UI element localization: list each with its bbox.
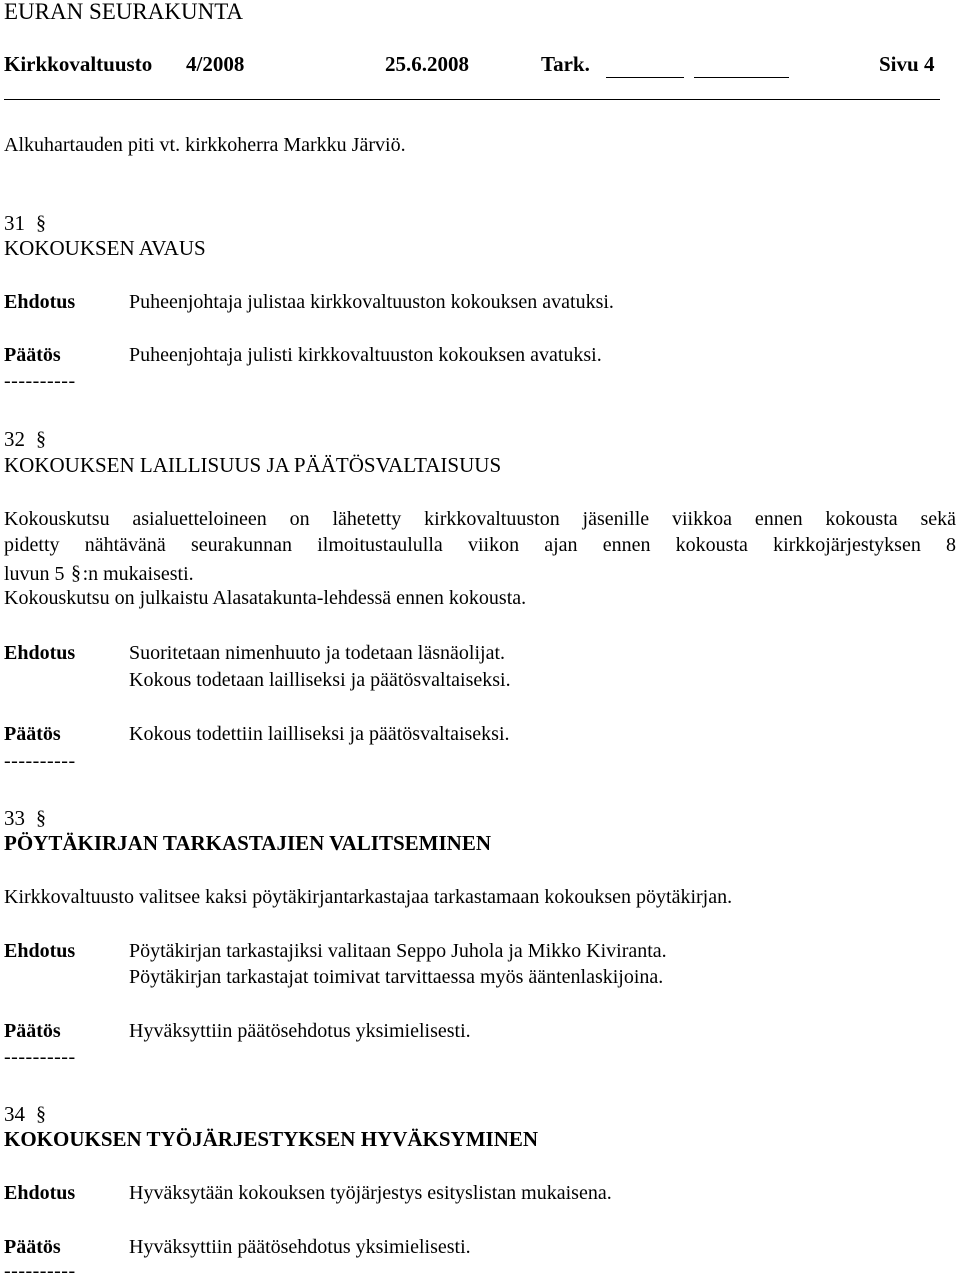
section-33-number bbox=[4, 805, 47, 831]
section-sign-icon bbox=[35, 1101, 47, 1125]
section-32-number bbox=[4, 426, 47, 452]
section-33-decision: Hyväksyttiin päätösehdotus yksimielisesti. bbox=[129, 1020, 471, 1042]
section-32-separator: ---------- bbox=[4, 750, 76, 772]
section-32-title: KOKOUKSEN LAILLISUUS JA PÄÄTÖSVALTAISUUS bbox=[4, 453, 502, 477]
section-sign-icon bbox=[70, 560, 82, 584]
header-rule bbox=[4, 99, 940, 100]
body-text: luvun 5 bbox=[4, 563, 65, 585]
section-32-proposal-line-1: Suoritetaan nimenhuuto ja todetaan läsnäolijat. bbox=[129, 642, 506, 664]
section-33-proposal-label: Ehdotus bbox=[4, 940, 76, 962]
section-number: 34 bbox=[4, 1102, 25, 1126]
section-34-separator: ---------- bbox=[4, 1260, 76, 1282]
svg-text:§: § bbox=[36, 1103, 46, 1125]
section-32-body-line-3 bbox=[4, 560, 194, 586]
section-31-number bbox=[4, 210, 47, 236]
tark-label: Tark. bbox=[541, 52, 590, 76]
section-34-proposal-label: Ehdotus bbox=[4, 1182, 76, 1204]
section-31-decision: Puheenjohtaja julisti kirkkovaltuuston kokouksen avatuksi. bbox=[129, 344, 602, 366]
section-32-decision-label: Päätös bbox=[4, 723, 61, 745]
section-34-title: KOKOUKSEN TYÖJÄRJESTYKSEN HYVÄKSYMINEN bbox=[4, 1127, 539, 1151]
tark-blank-2 bbox=[694, 77, 789, 78]
section-34-proposal: Hyväksytään kokouksen työjärjestys esityslistan mukaisena. bbox=[129, 1182, 612, 1204]
page-number: Sivu 4 bbox=[879, 52, 935, 76]
section-34-decision: Hyväksyttiin päätösehdotus yksimielisesti. bbox=[129, 1236, 471, 1258]
section-31-separator: ---------- bbox=[4, 370, 76, 392]
section-sign-icon bbox=[35, 805, 47, 829]
svg-text:§: § bbox=[36, 212, 46, 234]
section-32-proposal-line-2: Kokous todetaan lailliseksi ja päätösvaltaiseksi. bbox=[129, 669, 511, 691]
section-number: 33 bbox=[4, 806, 25, 830]
section-31-proposal: Puheenjohtaja julistaa kirkkovaltuuston kokouksen avatuksi. bbox=[129, 291, 614, 313]
section-32-body-line-1: Kokouskutsu asialuetteloineen on lähetetty kirkkovaltuuston jäsenille viikkoa ennen kokousta sekä bbox=[4, 508, 956, 530]
section-number: 31 bbox=[4, 211, 25, 235]
section-31-decision-label: Päätös bbox=[4, 344, 61, 366]
section-34-number bbox=[4, 1101, 47, 1127]
section-33-title: PÖYTÄKIRJAN TARKASTAJIEN VALITSEMINEN bbox=[4, 831, 491, 855]
svg-text:§: § bbox=[70, 562, 81, 584]
session-number: 4/2008 bbox=[186, 52, 245, 76]
section-32-proposal-label: Ehdotus bbox=[4, 642, 76, 664]
section-32-decision: Kokous todettiin lailliseksi ja päätösvaltaiseksi. bbox=[129, 723, 510, 745]
section-33-separator: ---------- bbox=[4, 1046, 76, 1068]
meeting-date: 25.6.2008 bbox=[385, 52, 469, 76]
section-34-decision-label: Päätös bbox=[4, 1236, 61, 1258]
svg-text:§: § bbox=[36, 807, 46, 829]
section-33-proposal-line-1: Pöytäkirjan tarkastajiksi valitaan Seppo Juhola ja Mikko Kiviranta. bbox=[129, 940, 667, 962]
section-33-proposal-line-2: Pöytäkirjan tarkastajat toimivat tarvittaessa myös ääntenlaskijoina. bbox=[129, 966, 664, 988]
organization-name: EURAN SEURAKUNTA bbox=[4, 0, 244, 24]
intro-text: Alkuhartauden piti vt. kirkkoherra Markku Järviö. bbox=[4, 134, 406, 156]
section-33-body: Kirkkovaltuusto valitsee kaksi pöytäkirjantarkastajaa tarkastamaan kokouksen pöytäkirjan. bbox=[4, 886, 733, 908]
section-33-decision-label: Päätös bbox=[4, 1020, 61, 1042]
section-sign-icon bbox=[35, 426, 47, 450]
section-32-body-line-2: pidetty nähtävänä seurakunnan ilmoitustaululla viikon ajan ennen kokousta kirkkojärjestyksen 8 bbox=[4, 534, 956, 556]
document-name: Kirkkovaltuusto bbox=[4, 52, 153, 76]
tark-blank-1 bbox=[606, 77, 684, 78]
svg-text:§: § bbox=[36, 428, 46, 450]
section-31-title: KOKOUKSEN AVAUS bbox=[4, 236, 206, 260]
section-31-proposal-label: Ehdotus bbox=[4, 291, 76, 313]
body-text: :n mukaisesti. bbox=[82, 563, 194, 585]
section-number: 32 bbox=[4, 427, 25, 451]
section-32-body-line-4: Kokouskutsu on julkaistu Alasatakunta-lehdessä ennen kokousta. bbox=[4, 587, 527, 609]
section-sign-icon bbox=[35, 210, 47, 234]
